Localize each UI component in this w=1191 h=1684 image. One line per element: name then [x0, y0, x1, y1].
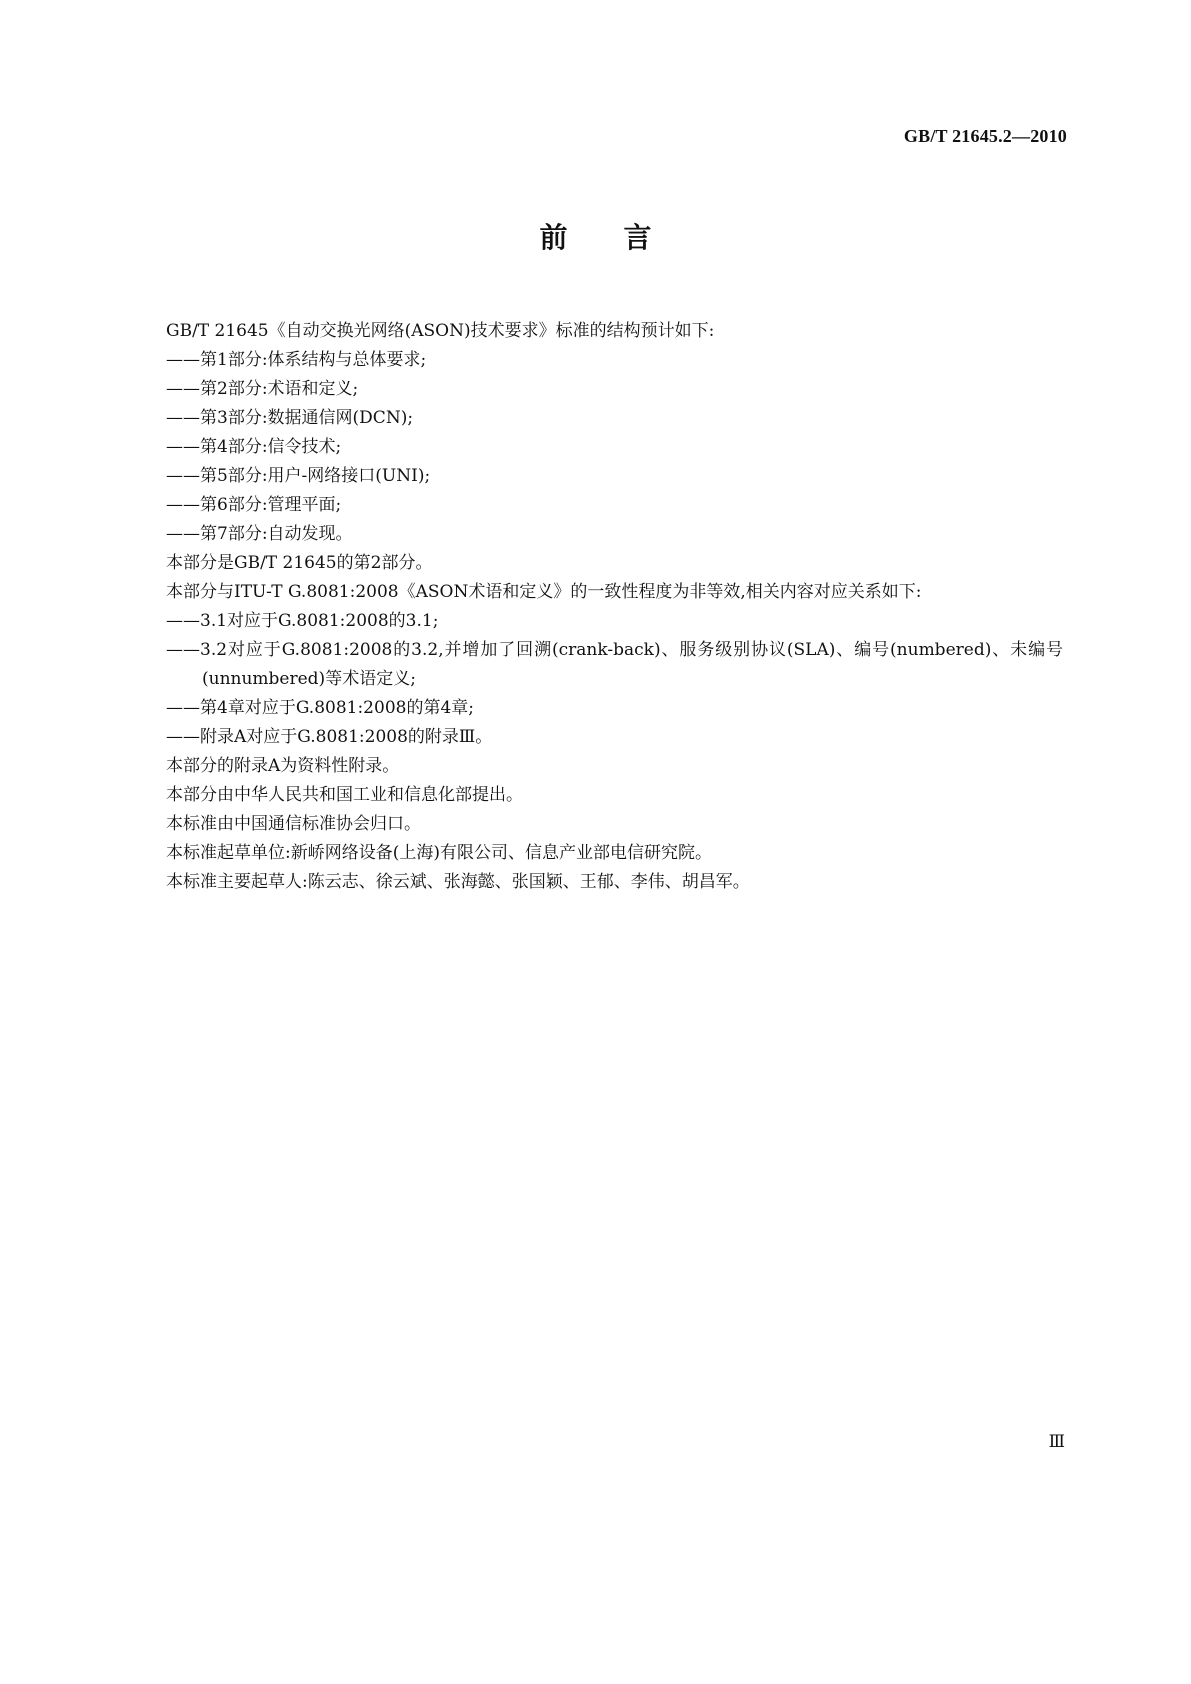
list-item-part-6: ——第6部分:管理平面;	[166, 495, 342, 515]
list-item-correspondence-3: ——第4章对应于G.8081:2008的第4章;	[166, 698, 474, 718]
drafting-units-paragraph: 本标准起草单位:新峤网络设备(上海)有限公司、信息产业部电信研究院。	[166, 843, 712, 863]
drafters-paragraph: 本标准主要起草人:陈云志、徐云斌、张海懿、张国颖、王郁、李伟、胡昌军。	[166, 872, 750, 892]
list-item-correspondence-2: ——3.2对应于G.8081:2008的3.2,并增加了回溯(crank-back)、服务级别协议(SLA)、编号(numbered)、未编号(unnumbered)等术语定义;	[166, 640, 1063, 689]
list-item-part-1: ——第1部分:体系结构与总体要求;	[166, 350, 427, 370]
centralized-by-paragraph: 本标准由中国通信标准协会归口。	[166, 814, 421, 834]
page-number: Ⅲ	[1048, 1432, 1065, 1451]
part-statement-paragraph: 本部分是GB/T 21645的第2部分。	[166, 553, 433, 573]
list-item-correspondence-1: ——3.1对应于G.8081:2008的3.1;	[166, 611, 439, 631]
intro-paragraph: GB/T 21645《自动交换光网络(ASON)技术要求》标准的结构预计如下:	[166, 321, 715, 341]
preface-body	[130, 317, 1063, 897]
list-item-part-4: ——第4部分:信令技术;	[166, 437, 342, 457]
list-item-part-7: ——第7部分:自动发现。	[166, 524, 353, 544]
consistency-paragraph: 本部分与ITU-T G.8081:2008《ASON术语和定义》的一致性程度为非等效,相关内容对应关系如下:	[166, 582, 922, 602]
proposed-by-paragraph: 本部分由中华人民共和国工业和信息化部提出。	[166, 785, 523, 805]
list-item-part-5: ——第5部分:用户-网络接口(UNI);	[166, 466, 431, 486]
page-title: 前言	[539, 221, 708, 254]
list-item-correspondence-4: ——附录A对应于G.8081:2008的附录Ⅲ。	[166, 727, 493, 747]
list-item-part-2: ——第2部分:术语和定义;	[166, 379, 359, 399]
standard-code: GB/T 21645.2—2010	[903, 126, 1067, 146]
list-item-part-3: ——第3部分:数据通信网(DCN);	[166, 408, 414, 428]
annex-paragraph: 本部分的附录A为资料性附录。	[166, 756, 400, 776]
